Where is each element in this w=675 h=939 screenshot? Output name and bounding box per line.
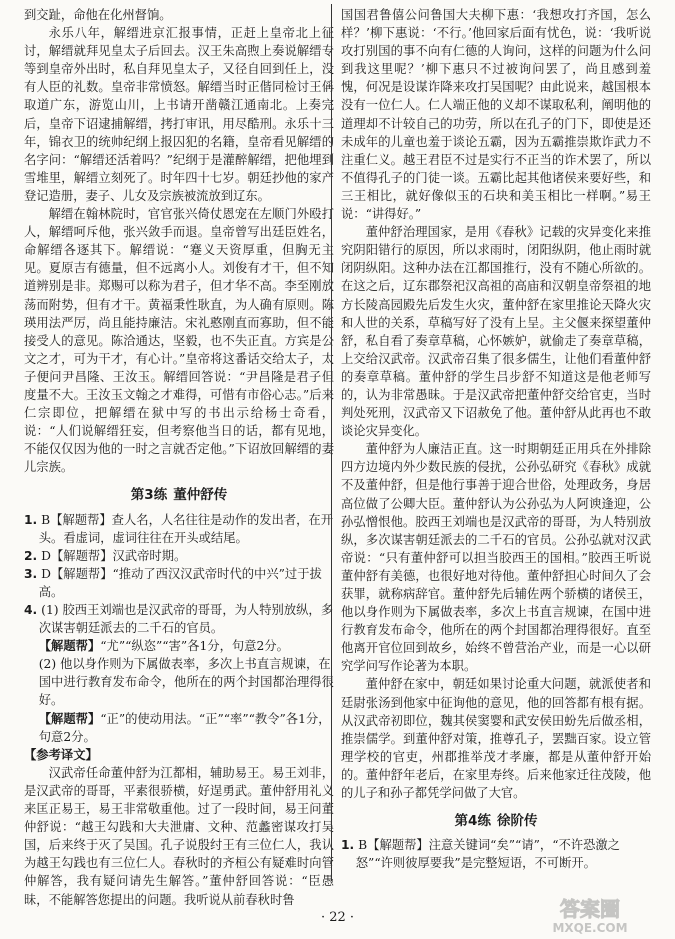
section-name: 董仲舒传 — [173, 487, 228, 504]
column-divider — [331, 4, 332, 881]
paragraph: 国国君鲁僖公问鲁国大夫柳下惠：‘我想攻打齐国，怎么样？’柳下惠说：‘不行。’他回家后面有忧色，说：‘我听说攻打别国的事不向有仁德的人询问，这样的问题为什么问到我这里呢？’柳下惠只不过被询问罢了，尚且感到羞愧，何况是设谋诈降来攻打吴国呢？由此说来，越国根本没有一位仁人。仁人端正他的义却不谋取私利，阐明他的道理却不计较自己的功劳，所以在孔子的门下，即使是还未成年的儿童也羞于谈论五霸，因为五霸推崇欺诈武力不注重仁义。越王君臣不过是实行不正当的诈术罢了，所以不值得孔子的门徒一谈。五霸比起其他诸侯来要好些，和三王相比，就好像似玉的石块和美玉相比一样啊。”易王说：“讲得好。” — [341, 8, 651, 222]
paragraph: 解缙在翰林院时，官官张兴倚仗恩宠在左顺门外殴打人，解缙呵斥他，张兴敛手而退。皇帝曾写出廷臣姓名，命解缙各逐其下。解缙说：“蹇义天资厚重，但胸无主见。夏原吉有德量，但不远离小人。刘俊有才干，但不知道辨别是非。郑赐可以称为君子，但才华不高。李至刚放荡而附势，但有才干。黄福秉性耿直，为人确有原则。陈瑛用法严厉，尚且能持廉洁。宋礼憨刚直而寡助，但不能接受人的意见。陈洽通达，坚毅，也不失正直。方宾是公文之才，可为干才，有心计。”皇帝将这番话交给太子，太子便问尹昌隆、王汝玉。解缙回答说：“尹昌隆是君子但度量不大。王汝玉文翰之才难得，可惜有市俗心志。”后来仁宗即位，把解缙在狱中写的书出示给杨士奇看，说：“人们说解缙狂妄，但考察他当日的话，都有见地，不能仅仅因为他的一时之言就否定他。”下诏放回解缙的妻儿宗族。 — [24, 207, 334, 475]
paragraph: 到交趾，命他在化州督饷。 — [24, 8, 172, 22]
help-text: “尤”“纵恣”“害”各1分，句意2分。 — [100, 639, 289, 654]
paragraph: 永乐八年，解缙进京汇报事情，正赶上皇帝北上征讨，解缙就拜见皇太子后回去。汉王朱高煦上奏说解缙专等到皇帝外出时，私自拜见皇太子，又径自回到任上，没有人臣的礼数。皇帝非常愤怒。解缙当时正偕同检讨王偁取道广东，游览山川，上书请开凿赣江通南北。上奏完后，皇帝下诏逮捕解缙，拷打审讯，用尽酷刑。永乐十三年，锦衣卫的统帅纪纲上报囚犯的名籍，皇帝看见解缙的名字问：“解缙还活着吗？”纪纲于是灌醉解缙，把他埋到雪堆里，解缙立刻死了。时年四十七岁。朝廷抄他的家产登记造册，妻子、儿女及宗族被流放到辽东。 — [24, 26, 334, 203]
reference-translation-heading: 【参考译文】 — [24, 747, 98, 762]
section-name: 徐阶传 — [496, 813, 538, 830]
svg-text:答案圈: 答案圈 — [560, 897, 620, 921]
watermark-logo — [515, 892, 665, 936]
right-column — [341, 6, 651, 872]
paragraph: 董仲舒治理国家，是用《春秋》记载的灾异变化来推究阴阳错行的原因，所以求雨时，闭阳纵阴，他止雨时就闭阴纵阳。这种办法在江都国推行，没有不随心所欲的。在这之后，辽东郡祭祀汉高祖的高庙和汉朝皇帝祭祖的地方长陵高园殿先后发生火灾，董仲舒在家里推论天降火灾和人世的关系，草稿写好了没有上呈。主父偃来探望董仲舒，私自看了奏章草稿，心怀嫉妒，就偷走了奏章草稿，上交给汉武帝。汉武帝召集了很多儒生，让他们看董仲舒的奏章草稿。董仲舒的学生吕步舒不知道这是他老师写的，认为非常愚昧。于是汉武帝把董仲舒交给官吏，当时判处死刑，汉武帝又下诏赦免了他。董仲舒从此再也不敢谈论灾异变化。 — [341, 225, 651, 439]
answer-1 — [24, 511, 334, 547]
page-number: · 22 · — [320, 910, 355, 925]
answer-3 — [24, 565, 334, 601]
answer-number: 3. — [24, 566, 38, 581]
answer-number: 2. — [24, 548, 38, 563]
answer-text: B【解题帮】注意关键词“矣”“请”，“不许恐激之怒”“许则彼厚要我”是完整短语，不可断开。 — [355, 838, 620, 871]
answer-text: B【解题帮】查人名，人名往往是动作的发出者，在开头。看虚词，虚词往往在开头或结尾。 — [38, 512, 334, 545]
section-title-3 — [24, 486, 334, 504]
answer-text: D【解题帮】汉武帝时期。 — [41, 548, 187, 563]
left-column — [24, 6, 334, 909]
answer-text: (1) 胶西王刘端也是汉武帝的哥哥，为人特别放纵，多次谋害朝廷派去的二千石的官员。 — [38, 603, 334, 636]
paragraph: 董仲舒为人廉洁正直。这一时期朝廷正用兵在外排除四方边境内外少数民族的侵扰，公孙弘研究《春秋》成就不及董仲舒，但是他行事善于迎合世俗，处理政务，身居高位做了公卿大臣。董仲舒认为公孙弘为人阿谀逢迎，公孙弘憎恨他。胶西王刘端也是汉武帝的哥哥，为人特别放纵，多次谋害朝廷派去的二千石的官员。公孙弘就对汉武帝说：“只有董仲舒可以担当胶西王的国相。”胶西王听说董仲舒有美德，也很好地对待他。董仲舒担心时间久了会获罪，就称病辞官。董仲舒先后辅佐两个骄横的诸侯王，他以身作则为下属做表率，多次上书直言规谏，在国中进行教育发布命令，他所在的两个封国都治理得很好。直至他离开官位回到故乡，始终不曾营治产业，而是一心以研究学问写作论著为本职。 — [341, 442, 651, 674]
help-tag: 【解题帮】 — [38, 639, 101, 654]
section-number: 第3练 — [130, 487, 168, 504]
svg-text:MXQE.COM: MXQE.COM — [552, 921, 628, 935]
answer-2 — [24, 547, 334, 565]
paragraph: 董仲舒在家中，朝廷如果讨论重大问题，就派使者和廷尉张汤到他家中征询他的意见，他的回答都有根有据。从汉武帝初即位，魏其侯窦婴和武安侯田蚡先后做丞相，推崇儒学。到董仲舒对策，推尊孔子，罢黜百家。设立管理学校的官吏，州郡推举茂才孝廉，都是从董仲舒开始的。董仲舒年老后，在家里寿终。后来他家迁往茂陵，他的儿子和孙子都凭学问做了大官。 — [341, 677, 651, 801]
answer-help — [24, 637, 334, 655]
section-number: 第4练 — [454, 813, 491, 830]
answer-number: 1. — [24, 512, 38, 527]
answer-1 — [341, 836, 651, 872]
answer-text: D【解题帮】“推动了西汉汉武帝时代的中兴”过于拔高。 — [38, 566, 322, 599]
answer-number: 4. — [24, 603, 38, 617]
paragraph: 汉武帝任命董仲舒为江都相，辅助易王。易王刘非，是汉武帝的哥哥，平素很骄横，好逞勇武。董仲舒用礼义来匡正易王，易王非常敬重他。过了一段时间，易王问董仲舒说：“越王勾践和大夫泄庸、文种、范蠡密谋攻打吴国，后来终于灭了吴国。孔子说殷纣王有三位仁人，我认为越王勾践也有三位仁人。春秋时的齐桓公有疑难时向管仲解答，我有疑问请先生解答。”董仲舒回答说：“臣愚昧，不能解答您提出的问题。我听说从前春秋时鲁 — [24, 765, 334, 907]
answer-help — [24, 710, 334, 746]
section-title-4 — [341, 812, 651, 830]
help-tag: 【解题帮】 — [38, 711, 101, 726]
answer-text: (2) 他以身作则为下属做表率，多次上书直言规谏，在国中进行教育发布命令，他所在的两个封国都治理得很好。 — [38, 657, 334, 708]
answer-4 — [24, 601, 334, 637]
help-text: “正”的使动用法。“正”“率”“教令”各1分，句意2分。 — [38, 711, 331, 744]
answer-number: 1. — [341, 838, 355, 853]
